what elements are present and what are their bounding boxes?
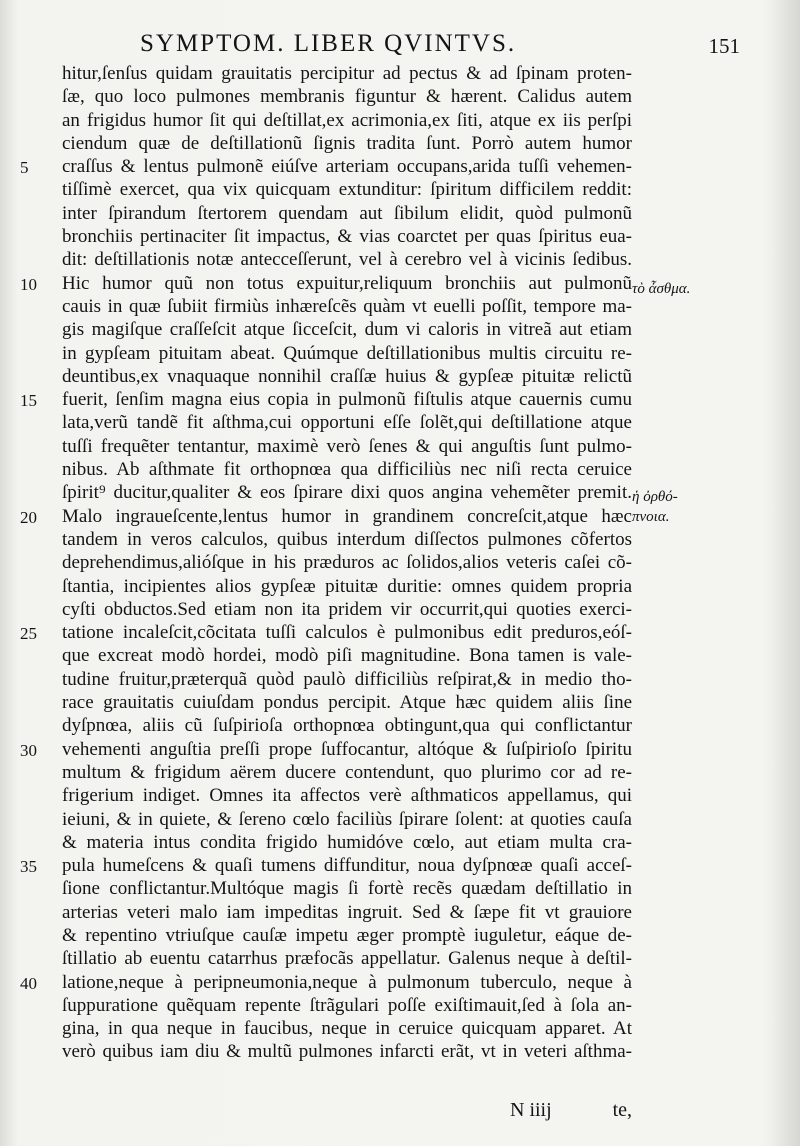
running-head: SYMPTOM. LIBER QVINTVS. [140, 30, 517, 57]
line-number: 30 [20, 741, 37, 760]
text-line: nibus. Ab aſthmate fit orthopnœa qua difficiliùs nec niſi recta ceruice [62, 459, 632, 481]
text-line: gina, in qua neque in faucibus, neque in ceruice quicquam apparet. At [62, 1018, 632, 1040]
page-footer [62, 1099, 632, 1125]
text-line: tiſſimè exercet, qua vix quicquam extunditur: ſpiritum difficilem reddit: [62, 179, 632, 201]
line-number: 5 [20, 158, 29, 177]
text-line: pula humeſcens & quaſi tumens diffunditur, noua dyſpnœæ quaſi acceſ- [62, 855, 632, 877]
text-line: in gypſeam pituitam abeat. Quúmque deſtillationibus multis circuitu re- [62, 342, 632, 364]
line-number: 40 [20, 974, 37, 993]
text-line: ſæ, quo loco pulmones membranis figuntur & hærent. Calidus autem [62, 86, 632, 108]
text-line: Hic humor quũ non totus expuitur,reliquum bronchiis aut pulmonũ [62, 272, 632, 294]
text-line: tudine fruitur,præterquã quòd paulò difficiliùs reſpirat,& in medio tho- [62, 668, 632, 690]
text-line: gis magiſque craſſeſcit atque ſicceſcit, dum vi caloris in vitreã aut etiam [62, 319, 632, 341]
text-line: ciendum quæ de deſtillationũ ſignis tradita ſunt. Porrò autem humor [62, 132, 632, 154]
margin-note: τὸ ἆσθμα. [632, 281, 691, 297]
text-line: & materia intus condita frigido humidóve cœlo, aut etiam multa cra- [62, 831, 632, 853]
page-edge-shadow [772, 0, 800, 1146]
text-line: cyſti obductos.Sed etiam non ita pridem vir occurrit,qui quoties exerci- [62, 598, 632, 620]
text-line: deprehendimus,alióſque in his præduros ac ſolidos,alios veteris caſei cõ- [62, 552, 632, 574]
text-line: tuſſi frequẽter tentantur, maximè verò ſenes & qui anguſtis ſunt pulmo- [62, 435, 632, 457]
line-number: 35 [20, 857, 37, 876]
text-line: ſione conflictantur.Multóque magis ſi fortè recẽs quædam deſtillatio in [62, 878, 632, 900]
text-line: frigerium indiget. Omnes ita affectos verè aſthmaticos appellamus, qui [62, 785, 632, 807]
text-line: race grauitatis cuiuſdam pondus percipit. Atque hæc quidem aliis ſine [62, 692, 632, 714]
page-header [140, 30, 740, 64]
text-line: dyſpnœa, aliis cũ ſuſpirioſa orthopnœa obtingunt,qua qui conflictantur [62, 715, 632, 737]
text-line: tatione incaleſcit,cõcitata tuſſi calculos è pulmonibus edit preduros,eóſ- [62, 622, 632, 644]
text-line: fuerit, ſenſim magna eius copia in pulmonũ fiſtulis atque cauernis cumu [62, 389, 632, 411]
text-line: ſuppuratione quẽquam repente ſtrãgulari poſſe exiſtimauit,ſed à ſola an- [62, 994, 632, 1016]
text-line: tandem in veros calculos, quibus interdum diſſectos pulmones cõfertos [62, 528, 632, 550]
text-line: bronchiis pertinaciter ſit impactus, & vias coarctet per quas ſpiritus eua- [62, 226, 632, 248]
text-line: & repentino vtriuſque cauſæ impetu æger promptè iuguletur, eáque de- [62, 924, 632, 946]
text-line: craſſus & lentus pulmonẽ eiúſve arteriam occupans,arida tuſſi vehemen- [62, 156, 632, 178]
text-line: deuntibus,ex vnaquaque nonnihil craſſæ huius & gypſeæ pituitæ relictũ [62, 365, 632, 387]
text-line: arterias veteri malo iam impeditas ingruit. Sed & ſæpe fit vt grauiore [62, 901, 632, 923]
text-line: inter ſpirandum ſtertorem quendam aut ſibilum elidit, quòd pulmonũ [62, 202, 632, 224]
text-line: lata,verũ tandẽ fit aſthma,cui opportuni eſſe ſolẽt,qui deſtillatione atque [62, 412, 632, 434]
text-line: que excreat modò hordei, modò piſi magnitudine. Bona tamen is vale- [62, 645, 632, 667]
text-line: Malo ingraueſcente,lentus humor in grandinem concreſcit,atque hæc [62, 505, 632, 527]
text-line: ieiuni, & in quiete, & ſereno cœlo faciliùs ſpirare ſolent: at quoties cauſa [62, 808, 632, 830]
text-line: verò quibus iam diu & multũ pulmones infarcti erãt, vt in veteri aſthma- [62, 1041, 632, 1063]
line-number: 20 [20, 508, 37, 527]
text-line: multum & frigidum aërem ducere contendunt, quo plurimo cor ad re- [62, 761, 632, 783]
text-line: ſtantia, incipientes alios gypſeæ pituitæ duritie: omnes quidem propria [62, 575, 632, 597]
text-line: ſtillatio ab euentu catarrhus præfocãs appellatur. Galenus neque à deſtil- [62, 948, 632, 970]
text-line: an frigidus humor ſit qui deſtillat,ex acrimonia,ex ſiti, atque ex iis perſpi [62, 109, 632, 131]
text-line: ſpirit⁹ ducitur,qualiter & eos ſpirare dixi quos angina vehemẽter premit. [62, 482, 632, 504]
body-text [62, 62, 632, 1064]
catchword: te, [612, 1099, 632, 1121]
signature-mark: N iiij [510, 1099, 552, 1121]
text-line: hitur,ſenſus quidam grauitatis percipitur ad pectus & ad ſpinam proten- [62, 63, 632, 84]
text-line: latione,neque à peripneumonia,neque à pulmonum tuberculo, neque à [62, 971, 632, 993]
line-number: 10 [20, 275, 37, 294]
margin-note: ἡ ὀρθό- [632, 489, 678, 505]
text-line: dit: deſtillationis notæ antecceſſerunt, vel à cerebro vel à vicinis ſedibus. [62, 249, 632, 271]
text-line: cauis in quæ ſubiit firmiùs inhæreſcẽs quàm vt euelli poſſit, tempore ma- [62, 295, 632, 317]
text-line: vehementi anguſtia preſſi prope ſuffocantur, altóque & ſuſpirioſo ſpiritu [62, 738, 632, 760]
line-number: 15 [20, 391, 37, 410]
line-number: 25 [20, 624, 37, 643]
folio-number: 151 [708, 34, 740, 58]
margin-note: πνοια. [632, 509, 670, 525]
